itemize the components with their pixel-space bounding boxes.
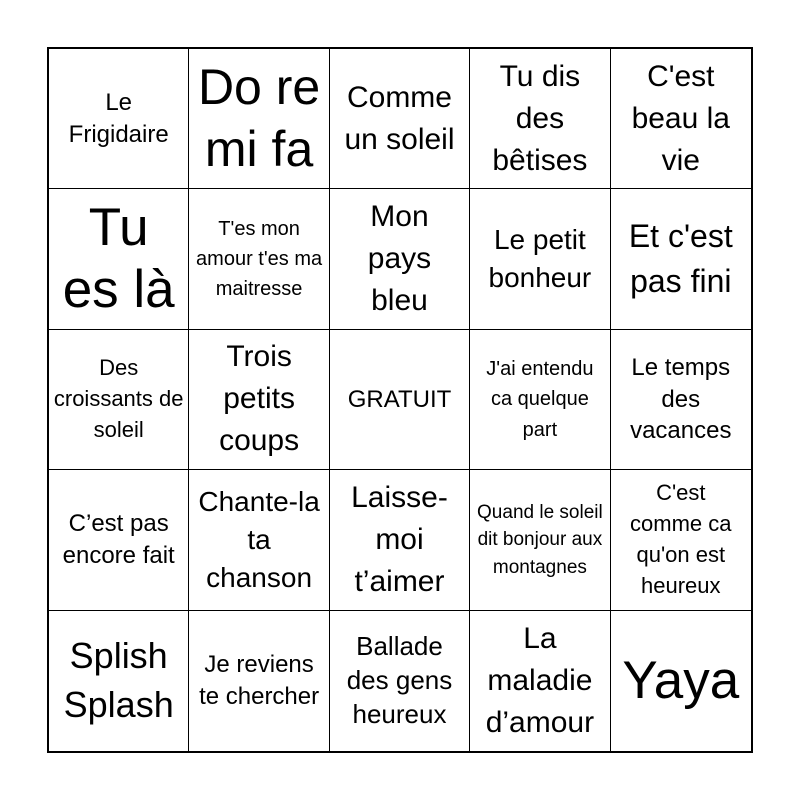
cell-label: Yaya [622,650,740,710]
bingo-cell-2[interactable] [189,49,329,189]
cell-label: Des croissants de soleil [53,355,184,442]
cell-label: Quand le soleil dit bonjour aux montagnes [477,501,603,578]
cell-label: C’est pas encore fait [62,509,175,569]
bingo-cell-5[interactable] [611,49,751,189]
cell-label: Tu dis des bêtises [492,59,588,177]
bingo-cell-3[interactable] [330,49,470,189]
bingo-cell-25[interactable] [611,611,751,751]
bingo-cell-23[interactable] [330,611,470,751]
bingo-cell-7[interactable] [189,189,329,329]
bingo-cell-14[interactable] [470,330,610,470]
bingo-cell-18[interactable] [330,470,470,610]
cell-label: Trois petits coups [219,340,300,458]
bingo-cell-8[interactable] [330,189,470,329]
cell-label: Splish Splash [63,634,174,725]
cell-label: Et c'est pas fini [628,217,733,300]
bingo-cell-6[interactable] [49,189,189,329]
bingo-cell-16[interactable] [49,470,189,610]
cell-label: T'es mon amour t'es ma maitresse [196,217,323,301]
bingo-cell-11[interactable] [49,330,189,470]
bingo-cell-1[interactable] [49,49,189,189]
bingo-cell-10[interactable] [611,189,751,329]
cell-label: La maladie d’amour [485,621,595,739]
bingo-cell-20[interactable] [611,470,751,610]
bingo-cell-4[interactable] [470,49,610,189]
cell-label: Je reviens te chercher [199,650,320,710]
cell-label: Le Frigidaire [68,88,169,148]
cell-label: Ballade des gens heureux [346,631,453,729]
cell-label: Comme un soleil [344,80,455,156]
cell-label: Laisse-moi t’aimer [351,480,448,598]
cell-label: Do re mi fa [197,59,321,177]
bingo-cell-21[interactable] [49,611,189,751]
bingo-cell-15[interactable] [611,330,751,470]
cell-label: Le petit bonheur [488,224,592,294]
cell-label: Chante-la ta chanson [198,485,320,593]
bingo-cell-22[interactable] [189,611,329,751]
bingo-cell-free[interactable] [330,330,470,470]
cell-label: C'est comme ca qu'on est heureux [630,480,732,598]
cell-label: Tu es là [62,198,175,320]
cell-label: C'est beau la vie [631,59,730,177]
bingo-cell-19[interactable] [470,470,610,610]
bingo-cell-24[interactable] [470,611,610,751]
bingo-board [47,47,753,753]
cell-label: J'ai entendu ca quelque part [486,357,594,441]
bingo-cell-9[interactable] [470,189,610,329]
bingo-cell-12[interactable] [189,330,329,470]
bingo-cell-17[interactable] [189,470,329,610]
cell-label: Mon pays bleu [367,200,432,318]
free-space-label: GRATUIT [347,385,452,413]
cell-label: Le temps des vacances [630,353,732,445]
